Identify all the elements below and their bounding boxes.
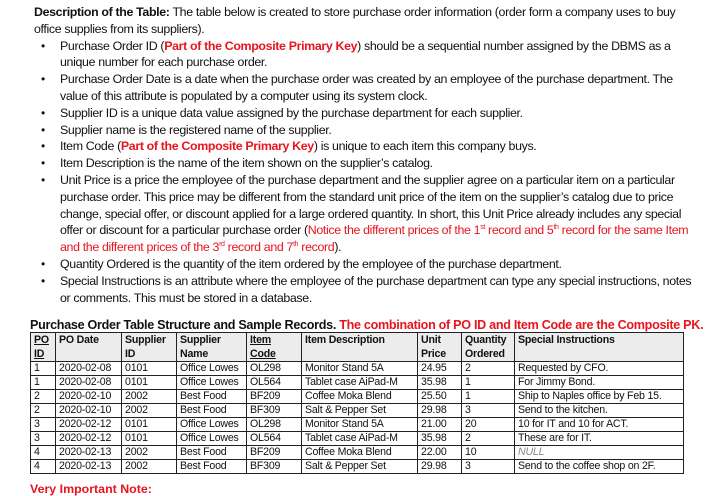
header-item-code: Item Code [247, 333, 302, 362]
header-unit-price: Unit Price [418, 333, 462, 362]
table-row: 3 2020-02-12 0101 Office Lowes OL298 Monitor Stand 5A 21.00 20 10 for IT and 10 for ACT. [31, 418, 684, 432]
composite-key-note: Part of the Composite Primary Key [120, 139, 314, 154]
description-text: The table below is created to store purchase order information (order form a company uses to buy office supplies from its suppliers). [34, 5, 676, 36]
description-paragraph [34, 4, 694, 38]
header-supplier-name: Supplier Name [177, 333, 247, 362]
header-special-instructions: Special Instructions [515, 333, 684, 362]
bullet-dot-icon: • [41, 156, 45, 171]
table-row: 1 2020-02-08 0101 Office Lowes OL564 Tablet case AiPad-M 35.98 1 For Jimmy Bond. [31, 376, 684, 390]
description-block [34, 4, 694, 306]
header-po-id: PO ID [31, 333, 56, 362]
bullet-special-instructions: • Special Instructions is an attribute where the employee of the purchase department can type any special instructions, notes or comments. This must be stored in a database. [41, 273, 692, 305]
bullet-dot-icon: • [41, 172, 45, 187]
bullet-unit-price: • Unit Price is a price the employee of the purchase department and the supplier agree on a particular item on a particular purchase order. This price may be different from the standard unit price of the item on the supplier’s catalog due to price change, special offer, or discount applied for a large ordered quantity. In short, this Unit Price already includes any special offer or discount for a particular purchase order (Notice the different prices of the 1st record and 5th record for the same Item and the different prices of the 3rd record and 7th record). [41, 172, 689, 255]
bullet-dot-icon: • [41, 105, 45, 120]
bullet-supplier-id: • Supplier ID is a unique data value assigned by the purchase department for each supplier. [41, 105, 523, 120]
table-row: 1 2020-02-08 0101 Office Lowes OL298 Monitor Stand 5A 24.95 2 Requested by CFO. [31, 362, 684, 376]
purchase-order-table [30, 332, 684, 474]
header-po-date: PO Date [56, 333, 122, 362]
header-quantity-ordered: Quantity Ordered [462, 333, 515, 362]
header-item-description: Item Description [302, 333, 418, 362]
bullet-dot-icon: • [41, 256, 45, 271]
bullet-item-code: • Item Code (Part of the Composite Primary Key) is unique to each item this company buys. [41, 139, 537, 154]
price-difference-note: Notice the different prices of the 1st record and 5th record for the same Item and the different prices of the 3rd record and 7th record [60, 223, 689, 255]
bullet-po-date: • Purchase Order Date is a date when the purchase order was created by an employee of the purchase department. The value of this attribute is populated by a computer using its system clock. [41, 72, 673, 103]
bullet-dot-icon: • [41, 38, 45, 53]
table-header-row [31, 333, 684, 362]
bullet-po-id: • Purchase Order ID (Part of the Composite Primary Key) should be a sequential number assigned by the DBMS as a unique number for each purchase order. [41, 38, 671, 70]
table-row: 4 2020-02-13 2002 Best Food BF309 Salt & Pepper Set 29.98 3 Send to the coffee shop on 2F. [31, 460, 684, 474]
bullet-quantity-ordered: • Quantity Ordered is the quantity of the item ordered by the employee of the purchase department. [41, 256, 562, 271]
bullet-dot-icon: • [41, 122, 45, 137]
composite-pk-note: The combination of PO ID and Item Code are the Composite PK. [336, 318, 704, 332]
table-row: 2 2020-02-10 2002 Best Food BF309 Salt & Pepper Set 29.98 3 Send to the kitchen. [31, 404, 684, 418]
bullet-dot-icon: • [41, 139, 45, 154]
bullet-item-description: • Item Description is the name of the item shown on the supplier’s catalog. [41, 156, 433, 171]
null-value: NULL [515, 446, 684, 460]
table-row: 2 2020-02-10 2002 Best Food BF209 Coffee Moka Blend 25.50 1 Ship to Naples office by Feb 15. [31, 390, 684, 404]
bullet-dot-icon: • [41, 273, 45, 288]
table-row: 4 2020-02-13 2002 Best Food BF209 Coffee Moka Blend 22.00 10 NULL [31, 446, 684, 460]
important-note-heading: Very Important Note: [30, 482, 152, 496]
header-supplier-id: Supplier ID [122, 333, 177, 362]
description-label: Description of the Table: [34, 5, 170, 19]
composite-key-note: Part of the Composite Primary Key [164, 38, 358, 53]
attribute-bullet-list [34, 38, 694, 307]
table-section-title: Purchase Order Table Structure and Sample Records. The combination of PO ID and Item Code are the Composite PK. [30, 318, 704, 332]
table-row: 3 2020-02-12 0101 Office Lowes OL564 Tablet case AiPad-M 35.98 2 These are for IT. [31, 432, 684, 446]
bullet-dot-icon: • [41, 72, 45, 87]
bullet-supplier-name: • Supplier name is the registered name of the supplier. [41, 122, 332, 137]
